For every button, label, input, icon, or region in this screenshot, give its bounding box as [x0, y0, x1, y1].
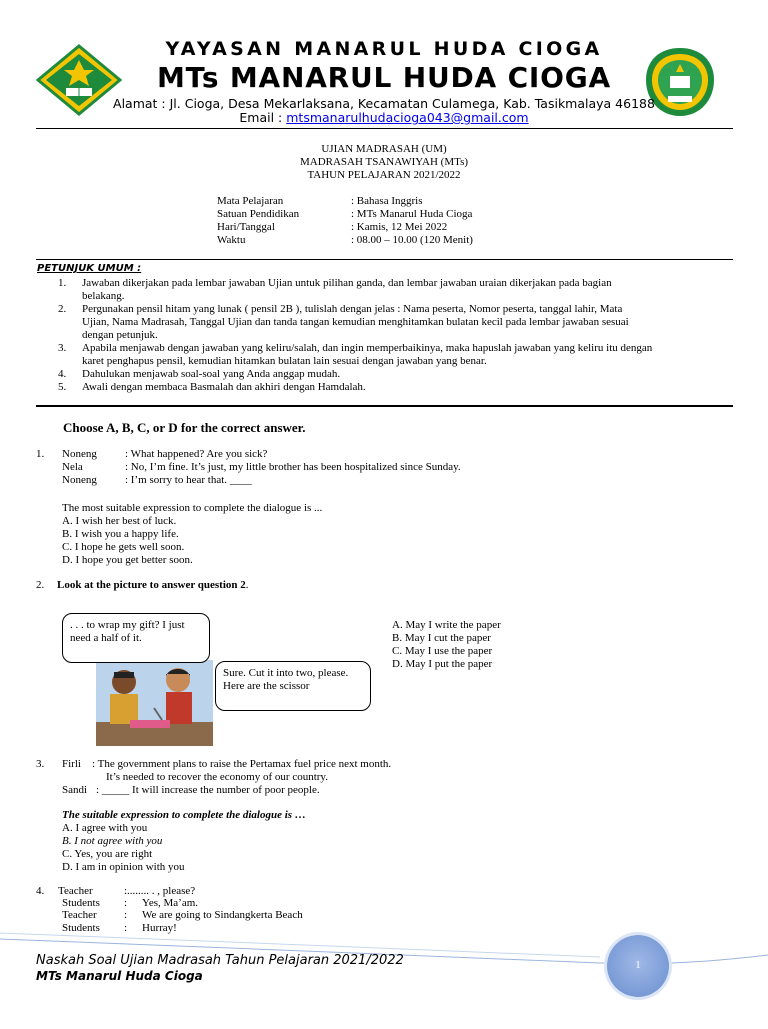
instruction-line: karet penghapus pensil, kemudian hitamkan bulatan lain sesuai dengan jawaban yang benar.: [82, 355, 487, 367]
instruction-line: belakang.: [82, 290, 125, 302]
instruction-line: Dahulukan menjawab soal-soal yang Anda anggap mudah.: [82, 368, 341, 380]
stem-period: .: [245, 579, 249, 591]
instructions-title: PETUNJUK UMUM :: [37, 263, 142, 274]
question-2-options: [392, 619, 501, 671]
info-value: : MTs Manarul Huda Cioga: [351, 208, 473, 220]
option-a[interactable]: A. I agree with you: [62, 822, 148, 834]
question-3: [36, 758, 736, 878]
colon: :: [124, 922, 128, 934]
option-b[interactable]: B. I wish you a happy life.: [62, 528, 179, 540]
speaker: Noneng: [62, 448, 97, 460]
school-address: Alamat : Jl. Cioga, Desa Mekarlaksana, Kecamatan Culamega, Kab. Tasikmalaya 46188: [113, 96, 655, 111]
option-b[interactable]: B. May I cut the paper: [392, 632, 491, 644]
dialogue-line: : No, I’m fine. It’s just, my little brother has been hospitalized since Sunday.: [125, 461, 461, 473]
exam-title: [0, 143, 768, 182]
dialogue-line: Hurray!: [142, 922, 177, 934]
instruction-text: [82, 303, 733, 342]
instruction-text: [82, 381, 733, 394]
option-a[interactable]: A. I wish her best of luck.: [62, 515, 177, 527]
instruction-text: [82, 342, 733, 368]
speaker: Students: [62, 922, 100, 934]
question-number: 3.: [36, 758, 45, 770]
option-d[interactable]: D. I am in opinion with you: [62, 861, 185, 873]
option-c[interactable]: C. Yes, you are right: [62, 848, 153, 860]
instruction-item: [58, 303, 733, 342]
instruction-num: 2.: [58, 303, 67, 315]
footer-line-2: MTs Manarul Huda Cioga: [36, 969, 203, 983]
instruction-item: [58, 342, 733, 368]
info-value: : Kamis, 12 Mei 2022: [351, 221, 448, 233]
section-title: Choose A, B, C, or D for the correct answer.: [63, 420, 306, 435]
instruction-line: dengan petunjuk.: [82, 329, 158, 341]
speaker: Teacher: [58, 885, 93, 897]
speaker: Sandi: [62, 784, 88, 796]
info-label: Waktu: [217, 234, 246, 246]
dialogue-line: :........ . , please?: [124, 885, 196, 897]
speaker: Nela: [62, 461, 83, 473]
instruction-item: [58, 381, 733, 394]
dialogue-line: Yes, Ma’am.: [142, 897, 199, 909]
info-label: Satuan Pendidikan: [217, 208, 300, 220]
instruction-num: 3.: [58, 342, 67, 354]
info-value: : Bahasa Inggris: [351, 195, 423, 207]
speaker: Teacher: [62, 909, 97, 921]
instructions-list: [58, 277, 733, 394]
option-c[interactable]: C. May I use the paper: [392, 645, 493, 657]
instruction-line: Pergunakan pensil hitam yang lunak ( pensil 2B ), tulislah dengan jelas : Nama peserta, Nomor peserta, tanggal lahir, Mata: [82, 303, 623, 315]
email-link[interactable]: mtsmanarulhudacioga043@gmail.com: [286, 110, 529, 125]
instruction-line: Jawaban dikerjakan pada lembar jawaban Ujian untuk pilihan ganda, dan lembar jawaban uraian dikerjakan pada bagian: [82, 277, 612, 289]
instruction-item: [58, 277, 733, 303]
exam-line-2: MADRASAH TSANAWIYAH (MTs): [299, 156, 469, 168]
info-label: Mata Pelajaran: [217, 195, 284, 207]
exam-line-3: TAHUN PELAJARAN 2021/2022: [307, 169, 461, 181]
exam-line-1: UJIAN MADRASAH (UM): [321, 143, 447, 155]
instruction-num: 1.: [58, 277, 67, 289]
dialogue-line: : The government plans to raise the Pertamax fuel price next month.: [92, 758, 392, 770]
option-d[interactable]: D. I hope you get better soon.: [62, 554, 193, 566]
email-line: [0, 110, 768, 125]
instruction-num: 4.: [58, 368, 67, 380]
question-1: [36, 448, 736, 568]
dialogue-line: We are going to Sindangkerta Beach: [142, 909, 303, 921]
page-number: 1: [635, 959, 641, 971]
footer-line-1: Naskah Soal Ujian Madrasah Tahun Pelajaran 2021/2022: [36, 953, 404, 968]
instruction-num: 5.: [58, 381, 67, 393]
instruction-line: Ujian, Nama Madrasah, Tanggal Ujian dan tanda tangan kemudian menghitamkan bulatan kecil pada lembar jawaban sesuai: [82, 316, 629, 328]
question-number: 4.: [36, 885, 45, 897]
school-name: MTs MANARUL HUDA CIOGA: [156, 61, 612, 94]
instruction-text: [82, 277, 733, 303]
speaker: Noneng: [62, 474, 97, 486]
question-2-stem: [36, 579, 249, 592]
option-d[interactable]: D. May I put the paper: [392, 658, 493, 670]
question-number: 2.: [36, 579, 45, 591]
colon: :: [124, 897, 128, 909]
question-stem: The most suitable expression to complete the dialogue is ...: [62, 502, 323, 514]
info-label: Hari/Tanggal: [217, 221, 275, 233]
option-b[interactable]: B. I not agree with you: [62, 835, 163, 847]
foundation-name: YAYASAN MANARUL HUDA CIOGA: [165, 38, 603, 60]
instruction-item: [58, 368, 733, 381]
info-value: : 08.00 – 10.00 (120 Menit): [351, 234, 473, 246]
header-divider: [36, 128, 733, 129]
dialogue-line: : I’m sorry to hear that. ____: [125, 474, 252, 486]
question-stem: The suitable expression to complete the dialogue is …: [62, 809, 306, 821]
speech-bubble-1: . . . to wrap my gift? I just need a half of it.: [62, 613, 210, 663]
dialogue-line: : What happened? Are you sick?: [125, 448, 268, 460]
cartoon-picture: [96, 660, 213, 746]
instruction-line: Awali dengan membaca Basmalah dan akhiri dengan Hamdalah.: [82, 381, 366, 393]
info-divider: [36, 259, 733, 260]
speaker: Firli: [62, 758, 81, 770]
option-a[interactable]: A. May I write the paper: [392, 619, 501, 631]
question-stem: Look at the picture to answer question 2: [57, 579, 246, 591]
dialogue-line: : _____ It will increase the number of poor people.: [96, 784, 320, 796]
instruction-line: Apabila menjawab dengan jawaban yang keliru/salah, dan ingin memperbaikinya, maka hapuslah jawaban yang keliru itu dengan: [82, 342, 653, 354]
email-label: Email :: [239, 110, 287, 125]
question-number: 1.: [36, 448, 45, 460]
colon: :: [124, 909, 128, 921]
speaker: Students: [62, 897, 100, 909]
instruction-text: [82, 368, 733, 381]
option-c[interactable]: C. I hope he gets well soon.: [62, 541, 185, 553]
dialogue-line: It’s needed to recover the economy of our country.: [106, 771, 328, 783]
speech-bubble-2: Sure. Cut it into two, please. Here are the scissor: [215, 661, 371, 711]
section-divider: [36, 405, 733, 407]
